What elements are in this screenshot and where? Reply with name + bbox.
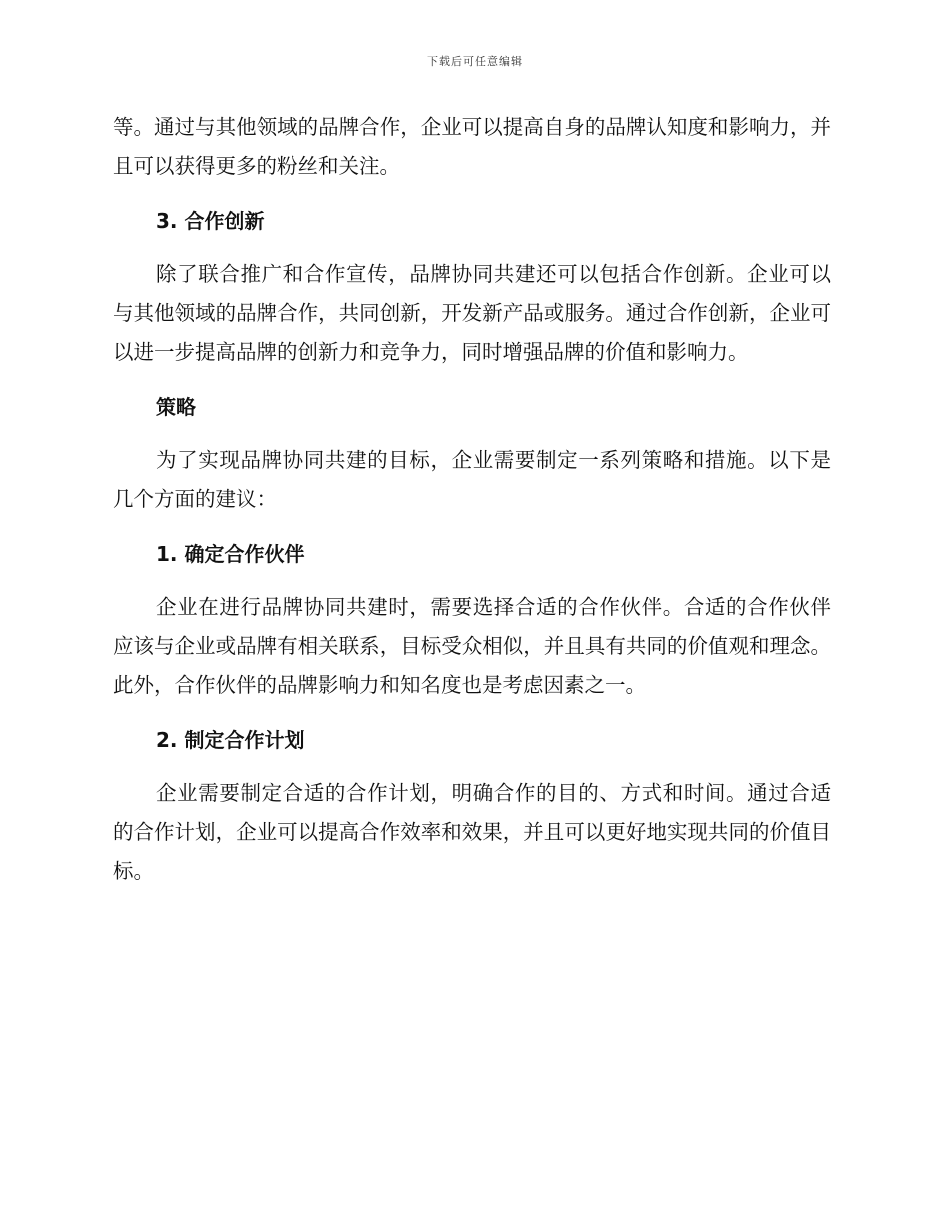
section-heading-cooperative-innovation: 3. 合作创新 xyxy=(156,209,265,233)
section-heading-strategy: 策略 xyxy=(156,395,196,419)
paragraph-continuation: 等。通过与其他领域的品牌合作，企业可以提高自身的品牌认知度和影响力，并且可以获得更多的粉丝和关注。 xyxy=(113,115,831,178)
paragraph-strategy-intro: 为了实现品牌协同共建的目标，企业需要制定一系列策略和措施。以下是几个方面的建议： xyxy=(113,448,831,511)
section-heading-cooperation-plan: 2. 制定合作计划 xyxy=(156,728,305,752)
page-header: 下载后可任意编辑 xyxy=(427,55,523,68)
paragraph-choose-partner: 企业在进行品牌协同共建时，需要选择合适的合作伙伴。合适的合作伙伴应该与企业或品牌有相关联系，目标受众相似，并且具有共同的价值观和理念。此外，合作伙伴的品牌影响力和知名度也是考虑因素之一。 xyxy=(113,595,831,697)
paragraph-cooperation-plan: 企业需要制定合适的合作计划，明确合作的目的、方式和时间。通过合适的合作计划，企业可以提高合作效率和效果，并且可以更好地实现共同的价值目标。 xyxy=(113,781,831,883)
paragraph-cooperative-innovation: 除了联合推广和合作宣传，品牌协同共建还可以包括合作创新。企业可以与其他领域的品牌合作，共同创新，开发新产品或服务。通过合作创新，企业可以进一步提高品牌的创新力和竞争力，同时增强品牌的价值和影响力。 xyxy=(113,262,831,364)
document-body xyxy=(113,108,831,907)
section-heading-choose-partner: 1. 确定合作伙伴 xyxy=(156,542,305,566)
